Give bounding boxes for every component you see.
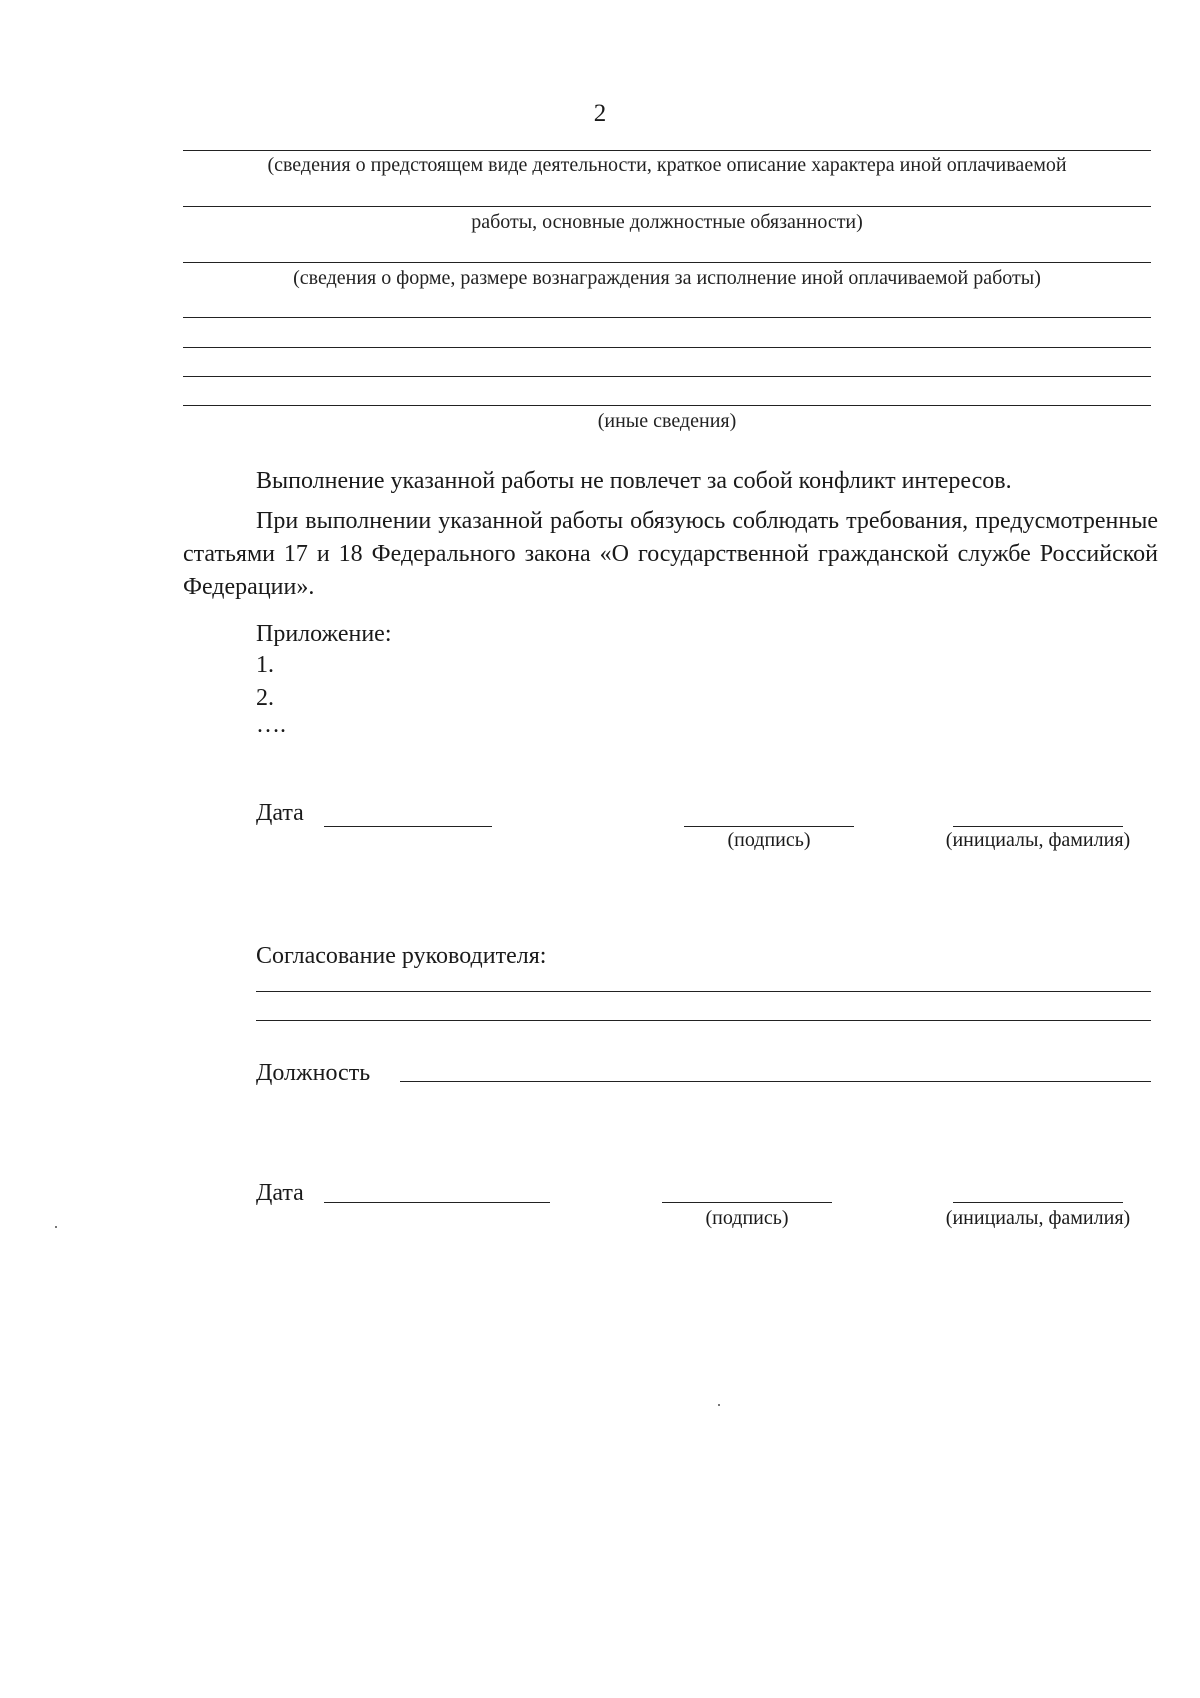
approval-title: Согласование руководителя: — [256, 943, 547, 969]
signature-caption-1: (подпись) — [727, 829, 811, 851]
signature-field-1[interactable] — [684, 826, 854, 827]
position-field[interactable] — [400, 1081, 1151, 1082]
name-field-1[interactable] — [953, 826, 1123, 827]
date-label-1: Дата — [256, 800, 304, 826]
name-field-2[interactable] — [953, 1202, 1123, 1203]
other-info-line-3[interactable] — [183, 376, 1151, 377]
signature-caption-2: (подпись) — [705, 1207, 789, 1229]
activity-info-line-2[interactable] — [183, 206, 1151, 207]
remuneration-info-caption: (сведения о форме, размере вознаграждения за исполнение иной оплачиваемой работы) — [293, 267, 1041, 289]
signature-field-2[interactable] — [662, 1202, 832, 1203]
date-field-2[interactable] — [324, 1202, 550, 1203]
attachment-item-1: 1. — [256, 652, 274, 678]
no-conflict-statement: Выполнение указанной работы не повлечет за собой конфликт интересов. — [256, 468, 1012, 494]
date-field-1[interactable] — [324, 826, 492, 827]
name-caption-1: (инициалы, фамилия) — [945, 829, 1131, 851]
activity-info-line-1[interactable] — [183, 150, 1151, 151]
scan-speck — [718, 1404, 720, 1406]
name-caption-2: (инициалы, фамилия) — [945, 1207, 1131, 1229]
remuneration-info-line[interactable] — [183, 262, 1151, 263]
other-info-line-1[interactable] — [183, 317, 1151, 318]
activity-info-caption-cont: работы, основные должностные обязанности) — [471, 211, 863, 233]
other-info-caption: (иные сведения) — [597, 410, 737, 432]
other-info-line-2[interactable] — [183, 347, 1151, 348]
approval-line-1[interactable] — [256, 991, 1151, 992]
other-info-line-4[interactable] — [183, 405, 1151, 406]
attachment-item-ellipsis: …. — [256, 712, 286, 738]
attachments-title: Приложение: — [256, 621, 392, 647]
activity-info-caption: (сведения о предстоящем виде деятельности, краткое описание характера иной оплачиваемой — [267, 154, 1067, 176]
obligation-statement: При выполнении указанной работы обязуюсь соблюдать требования, предусмотренные статьями 17 и 18 Федерального закона «О государственной гражданской службе Российской Федерации». — [183, 508, 1158, 600]
scan-speck — [55, 1226, 57, 1228]
attachment-item-2: 2. — [256, 685, 274, 711]
page-number: 2 — [593, 100, 607, 127]
date-label-2: Дата — [256, 1180, 304, 1206]
approval-line-2[interactable] — [256, 1020, 1151, 1021]
position-label: Должность — [256, 1060, 371, 1086]
